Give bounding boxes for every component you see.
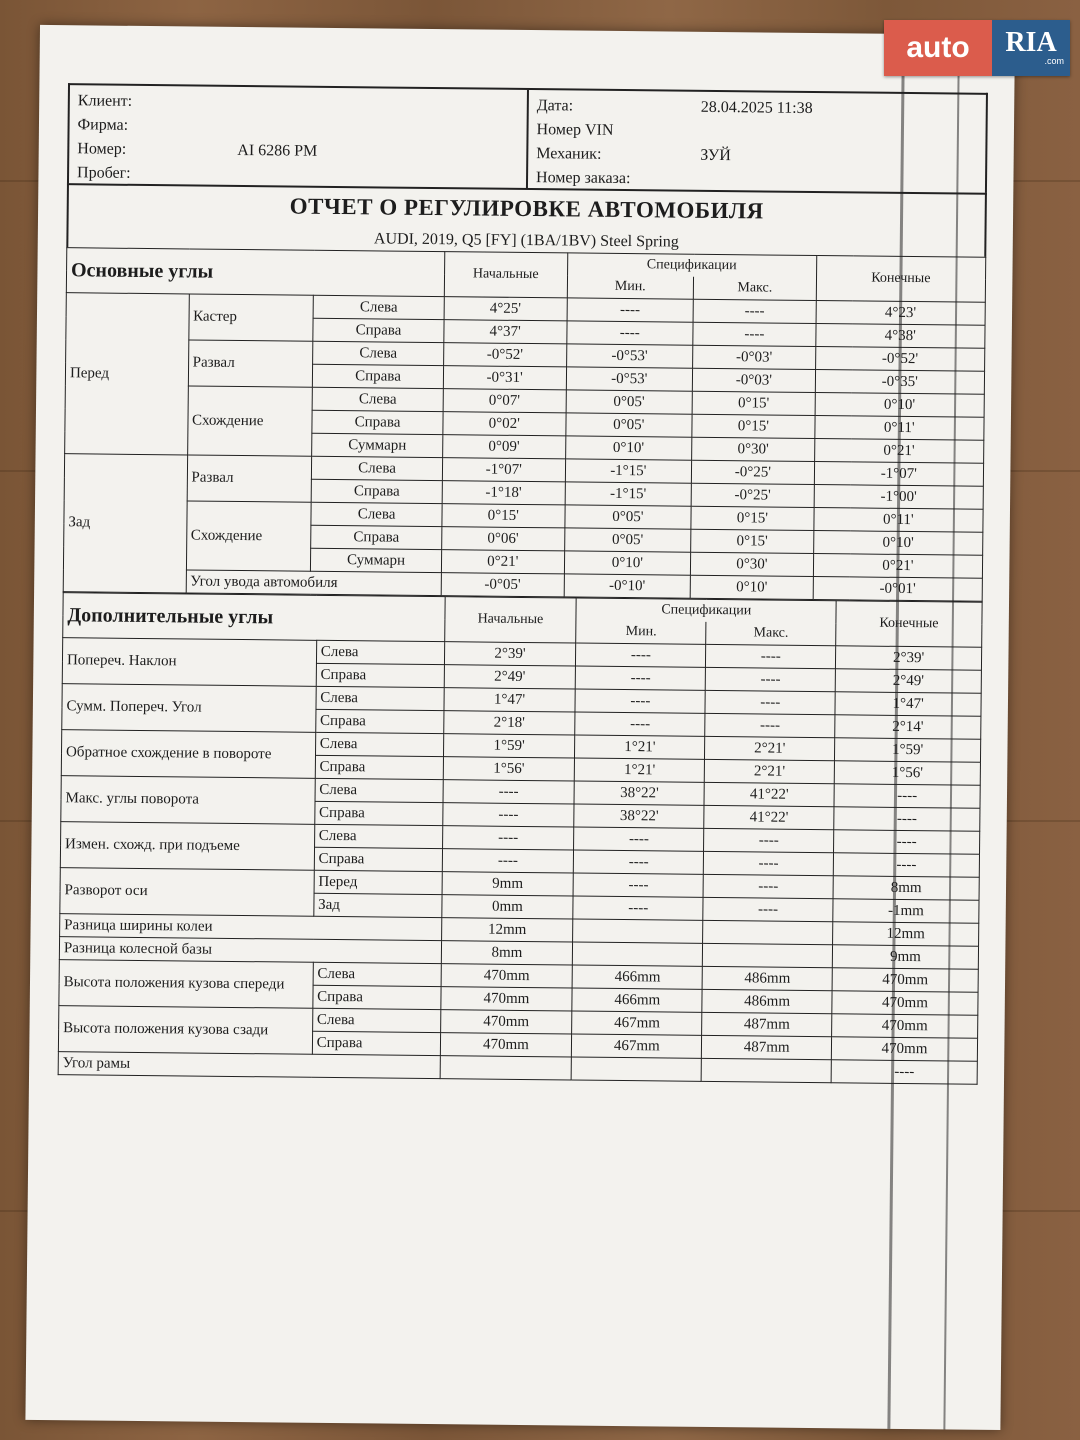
initial-value: 4°25' [444, 297, 567, 321]
spec-max-value: ---- [693, 299, 816, 323]
spec-min-value: -0°53' [566, 367, 693, 391]
alignment-report [58, 83, 988, 1085]
logo-ria [992, 20, 1070, 76]
parameter-name: Обратное схождение в повороте [61, 730, 315, 779]
final-value: -1°07' [814, 462, 984, 487]
side-label: Слева [315, 732, 443, 756]
header-label: Номер VIN [536, 121, 614, 139]
initial-value: -1°18' [442, 481, 565, 505]
col-initial: Начальные [444, 597, 576, 643]
side-label: Справа [311, 525, 442, 549]
spec-min-value: ---- [566, 321, 693, 345]
additional-angles-table [58, 592, 983, 1085]
spec-min-value: ---- [574, 827, 704, 851]
spec-min-value: ---- [573, 896, 703, 920]
side-label: Суммарн [312, 433, 443, 457]
spec-max-value: -0°25' [691, 483, 814, 507]
final-value: 0°11' [814, 508, 984, 533]
header-value [227, 163, 518, 190]
spec-max-value: 487mm [702, 1012, 832, 1036]
report-title: ОТЧЕТ О РЕГУЛИРОВКЕ АВТОМОБИЛЯ [289, 193, 764, 224]
header-label: Фирма: [77, 116, 129, 134]
col-final: Конечные [836, 601, 982, 648]
spec-min-value: ---- [575, 689, 705, 713]
spec-min-value: 0°10' [564, 551, 691, 575]
side-label: Слева [312, 387, 443, 411]
spec-min-value: 38°22' [574, 781, 704, 805]
spec-max-value: ---- [705, 713, 835, 737]
final-value: -0°35' [815, 370, 985, 395]
final-value: 470mm [832, 991, 978, 1016]
spec-max-value: ---- [704, 828, 834, 852]
spec-min-value: ---- [574, 850, 704, 874]
spec-max-value: ---- [703, 874, 833, 898]
final-value: 470mm [832, 968, 978, 993]
spec-max-value: 486mm [702, 966, 832, 990]
initial-value: ---- [443, 780, 575, 804]
spec-max-value: ---- [703, 897, 833, 921]
initial-value: 470mm [440, 987, 572, 1011]
spec-min-value: ---- [576, 666, 706, 690]
parameter-name: Схождение [187, 386, 312, 456]
header-label: Клиент: [77, 92, 133, 110]
final-value: ---- [831, 1060, 977, 1085]
side-label: Справа [312, 1031, 440, 1055]
logo-auto: auto [884, 20, 992, 76]
final-value: 9mm [832, 945, 978, 970]
final-value: 2°39' [836, 646, 982, 671]
initial-value: -0°31' [443, 366, 566, 390]
spec-min-value: 0°05' [566, 390, 693, 414]
side-label: Суммарн [311, 548, 442, 572]
initial-value: 0mm [441, 895, 573, 919]
main-angles-table [63, 247, 987, 602]
spec-max-value [701, 1058, 831, 1082]
spec-max-value: ---- [705, 690, 835, 714]
side-label: Справа [314, 847, 442, 871]
spec-min-value [573, 942, 703, 966]
final-value: 4°38' [816, 324, 986, 349]
initial-value: 2°39' [444, 642, 576, 666]
spec-min-value: 1°21' [575, 758, 705, 782]
header-value: AI 6286 PM [237, 141, 318, 160]
initial-value: 12mm [441, 918, 573, 942]
final-value: 470mm [832, 1014, 978, 1039]
parameter-name: Угол рамы [58, 1052, 440, 1079]
final-value: 8mm [833, 876, 979, 901]
initial-value: ---- [442, 826, 574, 850]
side-label: Справа [314, 801, 442, 825]
side-label: Слева [313, 295, 444, 319]
spec-min-value: -0°53' [566, 344, 693, 368]
section-title-main: Основные углы [66, 248, 444, 297]
side-label: Слева [313, 341, 444, 365]
header-label: Номер: [77, 140, 127, 158]
spec-max-value: 0°10' [690, 575, 813, 599]
side-label: Слева [312, 1008, 440, 1032]
spec-min-value: ---- [567, 298, 694, 322]
final-value: ---- [833, 853, 979, 878]
header-label: Пробег: [76, 164, 131, 182]
initial-value: 1°59' [443, 734, 575, 758]
side-label: Справа [312, 364, 443, 388]
parameter-name: Измен. схожд. при подъеме [60, 822, 314, 871]
section-title-additional: Дополнительные углы [63, 593, 445, 642]
spec-max-value: 2°21' [705, 736, 835, 760]
header-label: Дата: [536, 97, 574, 115]
col-final: Конечные [816, 256, 986, 303]
spec-max-value: 486mm [702, 989, 832, 1013]
spec-max-value: -0°25' [692, 460, 815, 484]
side-label: Справа [315, 755, 443, 779]
header-label: Механик: [536, 145, 602, 163]
spec-max-value: ---- [705, 667, 835, 691]
parameter-name: Высота положения кузова сзади [58, 1006, 312, 1055]
spec-min-value: 0°05' [564, 528, 691, 552]
side-label: Слева [311, 502, 442, 526]
initial-value: ---- [442, 803, 574, 827]
logo-domain: .com [1044, 56, 1064, 66]
parameter-name: Разница ширины колеи [60, 914, 442, 941]
final-value: -1mm [833, 899, 979, 924]
spec-min-value: ---- [575, 712, 705, 736]
title-box [66, 183, 987, 257]
spec-max-value: 0°15' [691, 529, 814, 553]
spec-max-value: ---- [693, 322, 816, 346]
spec-min-value: 467mm [572, 1011, 702, 1035]
spec-min-value [573, 919, 703, 943]
parameter-name: Макс. углы поворота [61, 776, 315, 825]
initial-value: 470mm [440, 1033, 572, 1057]
spec-max-value: 0°15' [692, 391, 815, 415]
initial-value: 470mm [440, 1010, 572, 1034]
initial-value: 0°02' [443, 412, 566, 436]
spec-max-value: -0°03' [693, 368, 816, 392]
initial-value: -0°05' [441, 573, 564, 597]
final-value: 470mm [831, 1037, 977, 1062]
spec-max-value: 41°22' [704, 805, 834, 829]
initial-value: 0°21' [441, 550, 564, 574]
spec-max-value: 2°21' [705, 759, 835, 783]
side-label: Перед [314, 870, 442, 894]
final-value: 0°21' [813, 554, 983, 579]
header-value [686, 120, 977, 147]
side-label: Слева [316, 640, 444, 664]
report-header [67, 83, 988, 193]
final-value: -0°52' [815, 347, 985, 372]
initial-value: 2°49' [444, 665, 576, 689]
final-value: 2°14' [835, 715, 981, 740]
final-value: 0°10' [815, 393, 985, 418]
parameter-name: Схождение [186, 501, 311, 571]
header-left [69, 85, 529, 188]
spec-min-value: ---- [576, 643, 706, 667]
parameter-name: Сумм. Попереч. Угол [62, 684, 316, 733]
final-value: 12mm [833, 922, 979, 947]
final-value: 4°23' [816, 301, 986, 326]
initial-value: 4°37' [444, 320, 567, 344]
initial-value: 1°56' [443, 757, 575, 781]
col-max: Макс. [693, 277, 816, 301]
spec-max-value: 487mm [702, 1035, 832, 1059]
final-value: ---- [834, 784, 980, 809]
final-value: 0°11' [815, 416, 985, 441]
header-row [536, 166, 977, 195]
initial-value: 0°07' [443, 389, 566, 413]
initial-value: -1°07' [442, 458, 565, 482]
spec-min-value: 467mm [572, 1034, 702, 1058]
initial-value: 8mm [441, 941, 573, 965]
spec-max-value: 0°15' [691, 506, 814, 530]
initial-value: ---- [442, 849, 574, 873]
col-initial: Начальные [444, 252, 567, 298]
header-row [77, 161, 518, 190]
final-value: 1°56' [834, 761, 980, 786]
parameter-name: Высота положения кузова спереди [59, 960, 313, 1009]
spec-min-value: -0°10' [564, 574, 691, 598]
header-right [528, 90, 986, 193]
header-value [228, 91, 519, 118]
spec-min-value: ---- [573, 873, 703, 897]
initial-value: 9mm [442, 872, 574, 896]
col-min: Мин. [576, 621, 706, 645]
spec-min-value: 466mm [572, 965, 702, 989]
side-label: Справа [313, 985, 441, 1009]
spec-max-value: 0°30' [691, 552, 814, 576]
side-label: Слева [316, 686, 444, 710]
header-value: ЗУЙ [700, 146, 731, 165]
side-label: Зад [314, 893, 442, 917]
axle-label: Перед [65, 293, 189, 455]
logo-ria-text: RIA [1005, 27, 1057, 58]
vehicle-info: AUDI, 2019, Q5 [FY] (1BA/1BV) Steel Spring [373, 230, 679, 251]
side-label: Слева [314, 824, 442, 848]
final-value: -0°01' [813, 577, 983, 602]
side-label: Слева [312, 456, 443, 480]
spec-max-value: 41°22' [704, 782, 834, 806]
spec-min-value: 1°21' [575, 735, 705, 759]
header-value [227, 115, 518, 142]
parameter-name: Угол увода автомобиля [186, 570, 442, 596]
spec-max-value: 0°30' [692, 437, 815, 461]
spec-min-value: 0°10' [565, 436, 692, 460]
header-label: Номер заказа: [535, 169, 631, 188]
axle-label: Зад [63, 454, 187, 593]
spec-max-value: ---- [704, 851, 834, 875]
col-min: Мин. [567, 275, 694, 299]
header-value: 28.04.2025 11:38 [700, 98, 813, 117]
header-value [686, 168, 977, 195]
spec-max-value: ---- [706, 644, 836, 668]
side-label: Справа [316, 663, 444, 687]
side-label: Справа [313, 318, 444, 342]
side-label: Слева [315, 778, 443, 802]
parameter-name: Кастер [188, 294, 313, 341]
spec-min-value: 38°22' [574, 804, 704, 828]
col-max: Макс. [706, 622, 836, 646]
spec-min-value [572, 1057, 702, 1081]
spec-min-value: -1°15' [565, 482, 692, 506]
parameter-name: Разворот оси [60, 868, 314, 917]
parameter-name: Развал [187, 455, 312, 502]
final-value: 0°10' [813, 531, 983, 556]
spec-max-value: 0°15' [692, 414, 815, 438]
spec-min-value: 466mm [572, 988, 702, 1012]
autoria-logo [884, 20, 1070, 76]
final-value: 1°47' [835, 692, 981, 717]
spec-min-value: 0°05' [565, 413, 692, 437]
spec-max-value [703, 920, 833, 944]
initial-value: -0°52' [444, 343, 567, 367]
col-spec: Спецификации [576, 598, 836, 623]
initial-value: 2°18' [443, 711, 575, 735]
final-value: -1°00' [814, 485, 984, 510]
spec-min-value: 0°05' [564, 505, 691, 529]
final-value: ---- [834, 830, 980, 855]
parameter-name: Попереч. Наклон [62, 638, 316, 687]
spec-min-value: -1°15' [565, 459, 692, 483]
initial-value [440, 1056, 572, 1080]
final-value: ---- [834, 807, 980, 832]
initial-value: 0°06' [442, 527, 565, 551]
side-label: Справа [315, 709, 443, 733]
initial-value: 0°09' [443, 435, 566, 459]
initial-value: 0°15' [442, 504, 565, 528]
final-value: 1°59' [835, 738, 981, 763]
spec-max-value [703, 943, 833, 967]
initial-value: 470mm [441, 964, 573, 988]
side-label: Справа [312, 410, 443, 434]
parameter-name: Развал [188, 340, 313, 387]
col-spec: Спецификации [567, 253, 816, 278]
side-label: Слева [313, 962, 441, 986]
initial-value: 1°47' [444, 688, 576, 712]
final-value: 0°21' [814, 439, 984, 464]
final-value: 2°49' [835, 669, 981, 694]
parameter-name: Разница колесной базы [59, 937, 441, 964]
side-label: Справа [311, 479, 442, 503]
spec-max-value: -0°03' [693, 345, 816, 369]
